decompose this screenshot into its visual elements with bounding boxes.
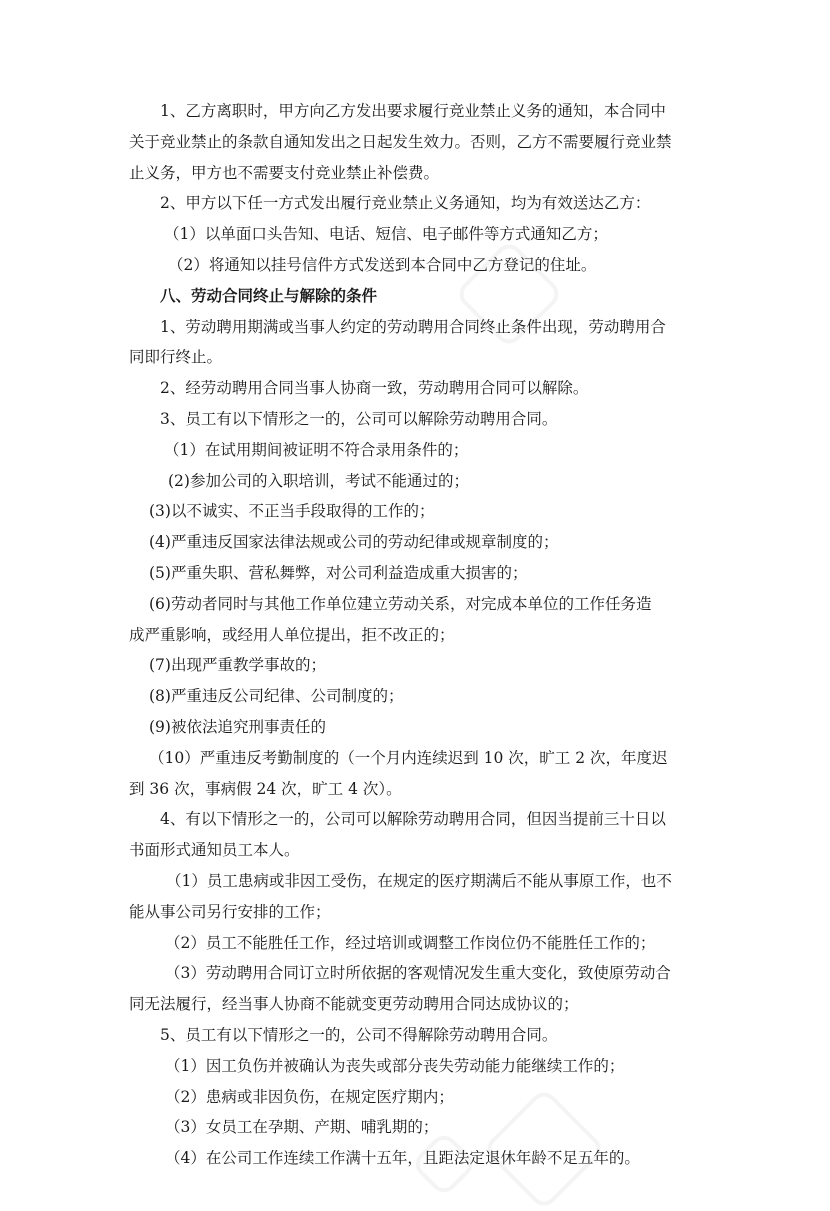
list-item: (5)严重失职、营私舞弊，对公司利益造成重大损害的； bbox=[149, 563, 528, 582]
list-item: (3)以不诚实、不正当手段取得的工作的； bbox=[149, 502, 435, 521]
list-item: (8)严重违反公司纪律、公司制度的； bbox=[149, 687, 404, 706]
list-item: （1）因工负伤并被确认为丧失或部分丧失劳动能力能继续工作的； bbox=[165, 1056, 625, 1075]
list-item: （2）将通知以挂号信件方式发送到本合同中乙方登记的住址。 bbox=[168, 255, 597, 274]
list-item: (6)劳动者同时与其他工作单位建立劳动关系，对完成本单位的工作任务造 bbox=[149, 594, 652, 613]
list-item: (2)参加公司的入职培训，考试不能通过的； bbox=[168, 471, 469, 490]
list-item: (4)严重违反国家法律法规或公司的劳动纪律或规章制度的； bbox=[149, 533, 559, 552]
list-item: （1）在试用期间被证明不符合录用条件的； bbox=[164, 440, 469, 459]
paragraph-line: 2、经劳动聘用合同当事人协商一致，劳动聘用合同可以解除。 bbox=[160, 379, 589, 398]
paragraph-line: 同无法履行，经当事人协商不能就变更劳动聘用合同达成协议的； bbox=[129, 995, 579, 1014]
list-item: （2）患病或非因负伤，在规定医疗期内； bbox=[165, 1087, 454, 1106]
paragraph-line: 关于竞业禁止的条款自通知发出之日起发生效力。否则，乙方不需要履行竞业禁 bbox=[129, 132, 672, 151]
paragraph-line: 到 36 次，事病假 24 次，旷工 4 次）。 bbox=[129, 779, 402, 798]
list-item: （1）以单面口头告知、电话、短信、电子邮件等方式通知乙方； bbox=[164, 225, 608, 244]
paragraph-line: 4、有以下情形之一的，公司可以解除劳动聘用合同，但因当提前三十日以 bbox=[160, 810, 666, 829]
list-item: (9)被依法追究刑事责任的 bbox=[149, 717, 326, 736]
paragraph-line: 2、甲方以下任一方式发出履行竞业禁止义务通知，均为有效送达乙方： bbox=[160, 194, 651, 213]
paragraph-line: 能从事公司另行安排的工作； bbox=[129, 902, 331, 921]
paragraph-line: 1、劳动聘用期满或当事人约定的劳动聘用合同终止条件出现，劳动聘用合 bbox=[160, 317, 666, 336]
list-item: （3）女员工在孕期、产期、哺乳期的； bbox=[165, 1118, 439, 1137]
paragraph-line: 止义务，甲方也不需要支付竞业禁止补偿费。 bbox=[129, 163, 440, 182]
list-item: （10）严重违反考勤制度的（一个月内连续迟到 10 次，旷工 2 次，年度迟 bbox=[149, 748, 668, 767]
list-item: (7)出现严重教学事故的； bbox=[149, 656, 326, 675]
paragraph-line: 成严重影响，或经用人单位提出，拒不改正的； bbox=[129, 625, 455, 644]
paragraph-line: 1、乙方离职时，甲方向乙方发出要求履行竞业禁止义务的通知，本合同中 bbox=[160, 102, 666, 120]
paragraph-line: 同即行终止。 bbox=[129, 348, 223, 367]
paragraph-line: 书面形式通知员工本人。 bbox=[129, 841, 300, 860]
list-item: （4）在公司工作连续工作满十五年，且距法定退休年龄不足五年的。 bbox=[165, 1149, 640, 1168]
list-item: （3）劳动聘用合同订立时所依据的客观情况发生重大变化，致使原劳动合 bbox=[165, 964, 671, 983]
section-heading: 八、劳动合同终止与解除的条件 bbox=[160, 285, 378, 305]
document-body bbox=[129, 96, 714, 1174]
list-item: （1）员工患病或非因工受伤，在规定的医疗期满后不能从事原工作，也不 bbox=[166, 871, 672, 890]
paragraph-line: 3、员工有以下情形之一的，公司可以解除劳动聘用合同。 bbox=[160, 409, 558, 428]
list-item: （2）员工不能胜任工作，经过培训或调整工作岗位仍不能胜任工作的； bbox=[165, 933, 656, 952]
paragraph-line: 5、员工有以下情形之一的，公司不得解除劳动聘用合同。 bbox=[160, 1025, 558, 1044]
